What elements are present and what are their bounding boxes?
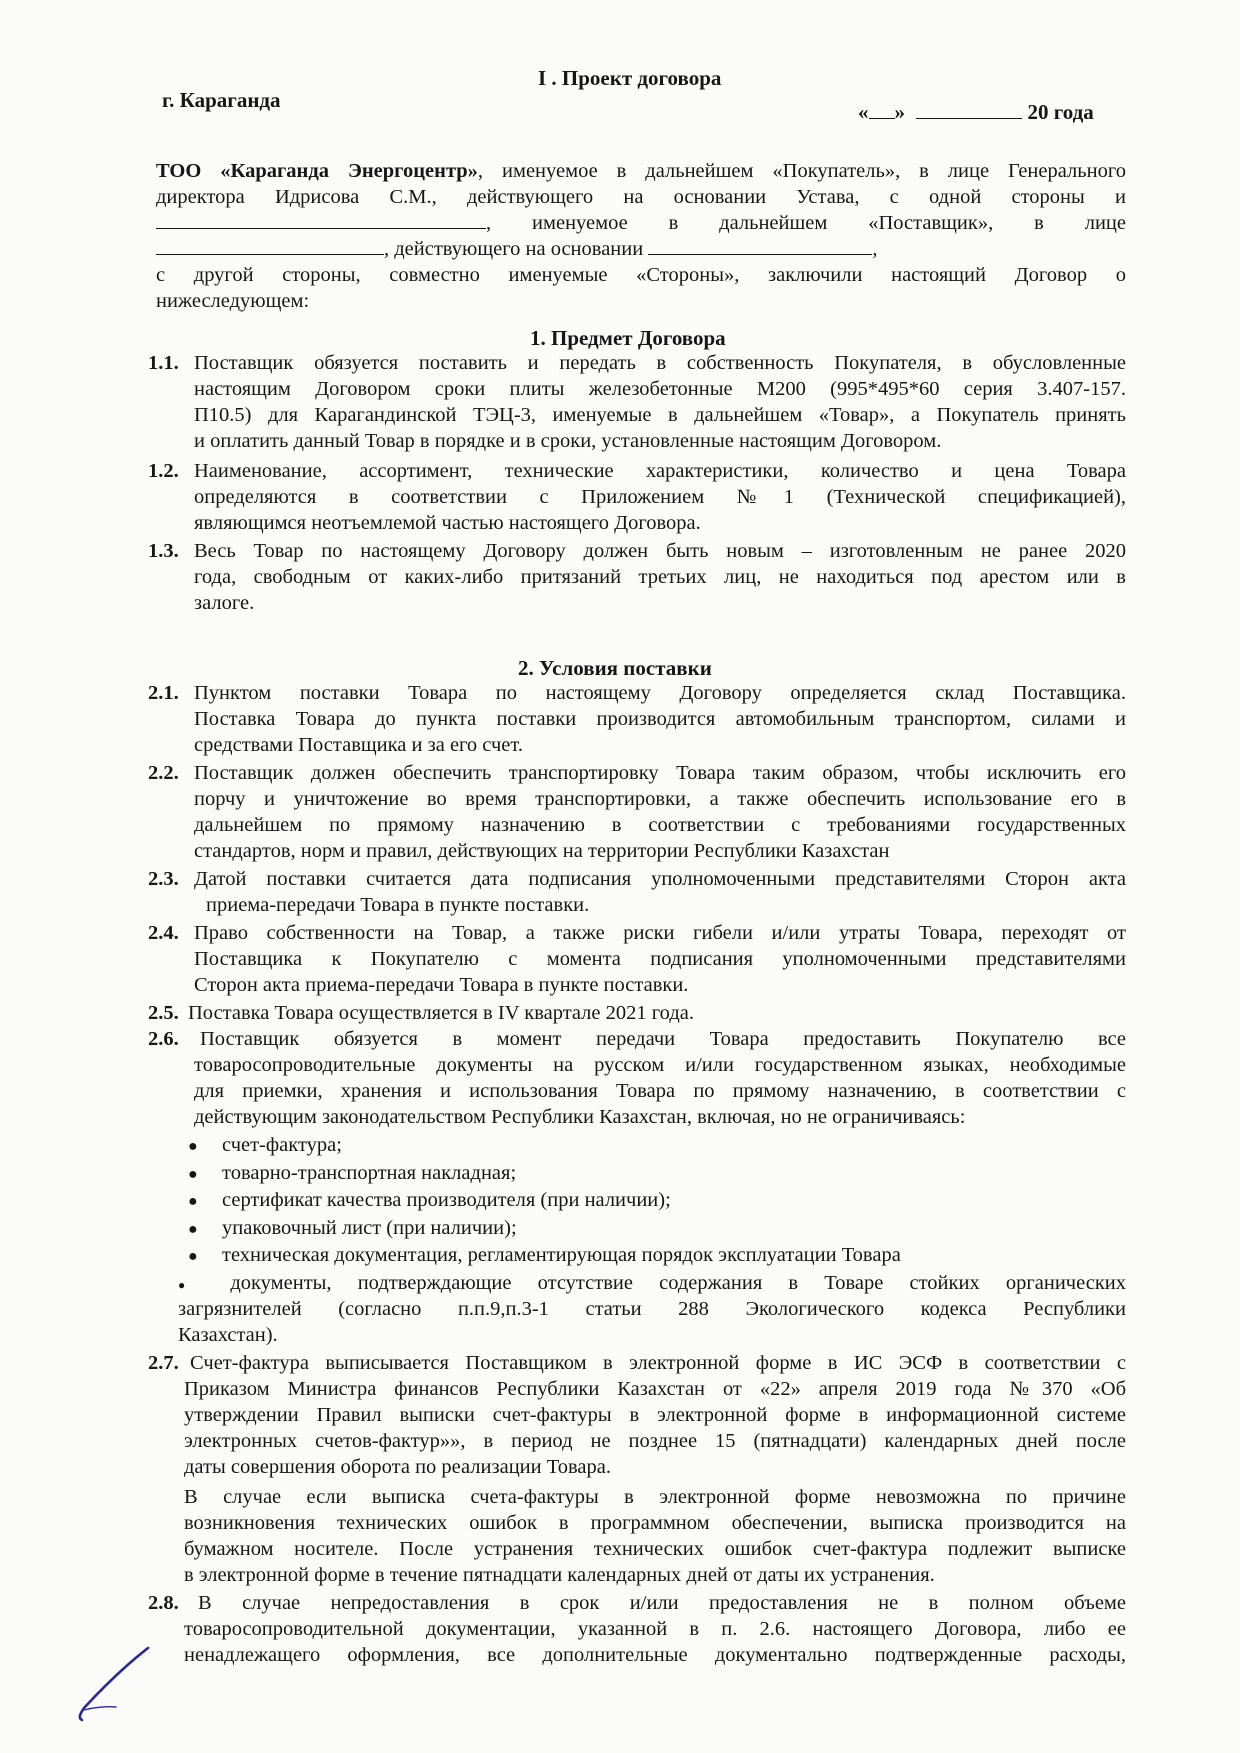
list-item: ● счет-фактура; [188, 1132, 901, 1160]
month-blank [916, 118, 1022, 119]
clause-1-1: 1.1. Поставщик обязуется поставить и передать в собственность Покупателя, в обусловленные настоящим Договором сроки плиты железобетонные М200 (995*495*60 серия 3.407-157. П10.5) для Карагандинской ТЭЦ-3, именуемые в дальнейшем «Товар», а Покупатель принять и оплатить данный Товар в порядке и в сроки, установленные настоящим Договором. [148, 352, 1126, 452]
clause-1-3: 1.3. Весь Товар по настоящему Договору должен быть новым – изготовленным не ранее 2020 года, свободным от каких-либо притязаний третьих лиц, не находиться под арестом или в залоге. [148, 540, 1126, 614]
list-item: ● техническая документация, регламентирующая порядок эксплуатации Товара [188, 1242, 901, 1270]
bullet-icon: ● [188, 1248, 198, 1265]
supplier-name-blank [156, 210, 486, 229]
year-label: 20 года [1027, 100, 1094, 124]
section-heading-1: 1. Предмет Договора [530, 326, 726, 350]
representative-blank [156, 236, 384, 255]
document-title: I . Проект договора [538, 66, 722, 90]
city-label: г. Караганда [162, 88, 281, 112]
clause-2-6: 2.6. Поставщик обязуется в момент передачи Товара предоставить Покупателю все товаросопроводительные документы на русском и/или государственном языках, необходимые для приемки, хранения и использования Товара по прямому назначению, в соответствии с действующим законодательством Республики Казахстан, включая, но не ограничиваясь: [148, 1028, 1126, 1128]
preamble-line-3: , именуемое в дальнейшем «Поставщик», в лице [156, 210, 1126, 236]
preamble-line-5: с другой стороны, совместно именуемые «Стороны», заключили настоящий Договор о [156, 264, 1126, 286]
clause-2-1: 2.1. Пунктом поставки Товара по настоящему Договору определяется склад Поставщика. Поставка Товара до пункта поставки производится автомобильным транспортом, силами и средствами Поставщика и за его счет. [148, 682, 1126, 756]
bullet-icon: ● [188, 1193, 198, 1210]
day-blank [869, 118, 895, 119]
section-heading-2: 2. Условия поставки [518, 656, 712, 680]
clause-1-2: 1.2. Наименование, ассортимент, технические характеристики, количество и цена Товара определяются в соответствии с Приложением №1 (Технической спецификацией), являющимся неотъемлемой частью настоящего Договора. [148, 460, 1126, 534]
preamble-line-2: директора Идрисова С.М., действующего на основании Устава, с одной стороны и [156, 186, 1126, 208]
preamble-line-6: нижеследующем: [156, 290, 310, 312]
preamble [156, 158, 1126, 314]
bullet-icon: ● [188, 1138, 198, 1155]
signature-mark-icon [70, 1640, 170, 1730]
list-item: ● сертификат качества производителя (при наличии); [188, 1187, 901, 1215]
clause-2-4: 2.4. Право собственности на Товар, а также риски гибели и/или утраты Товара, переходят от Поставщика к Покупателю с момента подписания уполномоченными представителями Сторон акта приема-передачи Товара в пункте поставки. [148, 922, 1126, 996]
bullet-icon: ● [188, 1165, 198, 1183]
clause-2-5: 2.5. Поставка Товара осуществляется в IV квартале 2021 года. [148, 1002, 694, 1024]
date-field: « » 20 года [858, 100, 1094, 124]
list-item: ● товарно-транспортная накладная; [188, 1160, 901, 1188]
buyer-name: ТОО «Караганда Энергоцентр» [156, 160, 478, 182]
preamble-line-4: , действующего на основании , [156, 236, 1126, 262]
list-item-extra: ● документы, подтверждающие отсутствие содержания в Товаре стойких органических загрязнителей (согласно п.п.9,п.3-1 статьи 288 Экологического кодекса Республики Казахстан). [178, 1272, 1127, 1346]
clause-2-3: 2.3. Датой поставки считается дата подписания уполномоченными представителями Сторон акта приема-передачи Товара в пункте поставки. [148, 868, 1126, 916]
preamble-line-1: ТОО «Караганда Энергоцентр», именуемое в дальнейшем «Покупатель», в лице Генерального [156, 160, 1126, 182]
clause-2-2: 2.2. Поставщик должен обеспечить транспортировку Товара таким образом, чтобы исключить его порчу и уничтожение во время транспортировки, а также обеспечить использование его в дальнейшем по прямому назначению в соответствии с требованиями государственных стандартов, норм и правил, действующих на территории Республики Казахстан [148, 762, 1126, 862]
clause-2-7: 2.7. Счет-фактура выписывается Поставщиком в электронной форме в ИС ЭСФ в соответствии с Приказом Министра финансов Республики Казахстан от «22» апреля 2019 года №370 «Об утверждении Правил выписки счет-фактуры в электронной форме в информационной системе электронных счетов-фактур»», в период не позднее 15 (пятнадцати) календарных дней после даты совершения оборота по реализации Товара. В случае если выписка счета-фактуры в электронной форме невозможна по причине возникновения технических ошибок в программном обеспечении, выписка производится на бумажном носителе. После устранения технических ошибок счет-фактура подлежит выписке в электронной форме в течение пятнадцати календарных дней от даты их устранения. [148, 1352, 1126, 1586]
basis-blank [648, 236, 872, 255]
document-list [188, 1132, 901, 1270]
clause-2-8: 2.8. В случае непредоставления в срок и/или предоставления не в полном объеме товаросопроводительной документации, указанной в п. 2.6. настоящего Договора, либо ее ненадлежащего оформления, все дополнительные документально подтвержденные расходы, [148, 1592, 1126, 1666]
bullet-icon: ● [178, 1278, 231, 1292]
list-item: ● упаковочный лист (при наличии); [188, 1215, 901, 1243]
bullet-icon: ● [188, 1220, 198, 1238]
